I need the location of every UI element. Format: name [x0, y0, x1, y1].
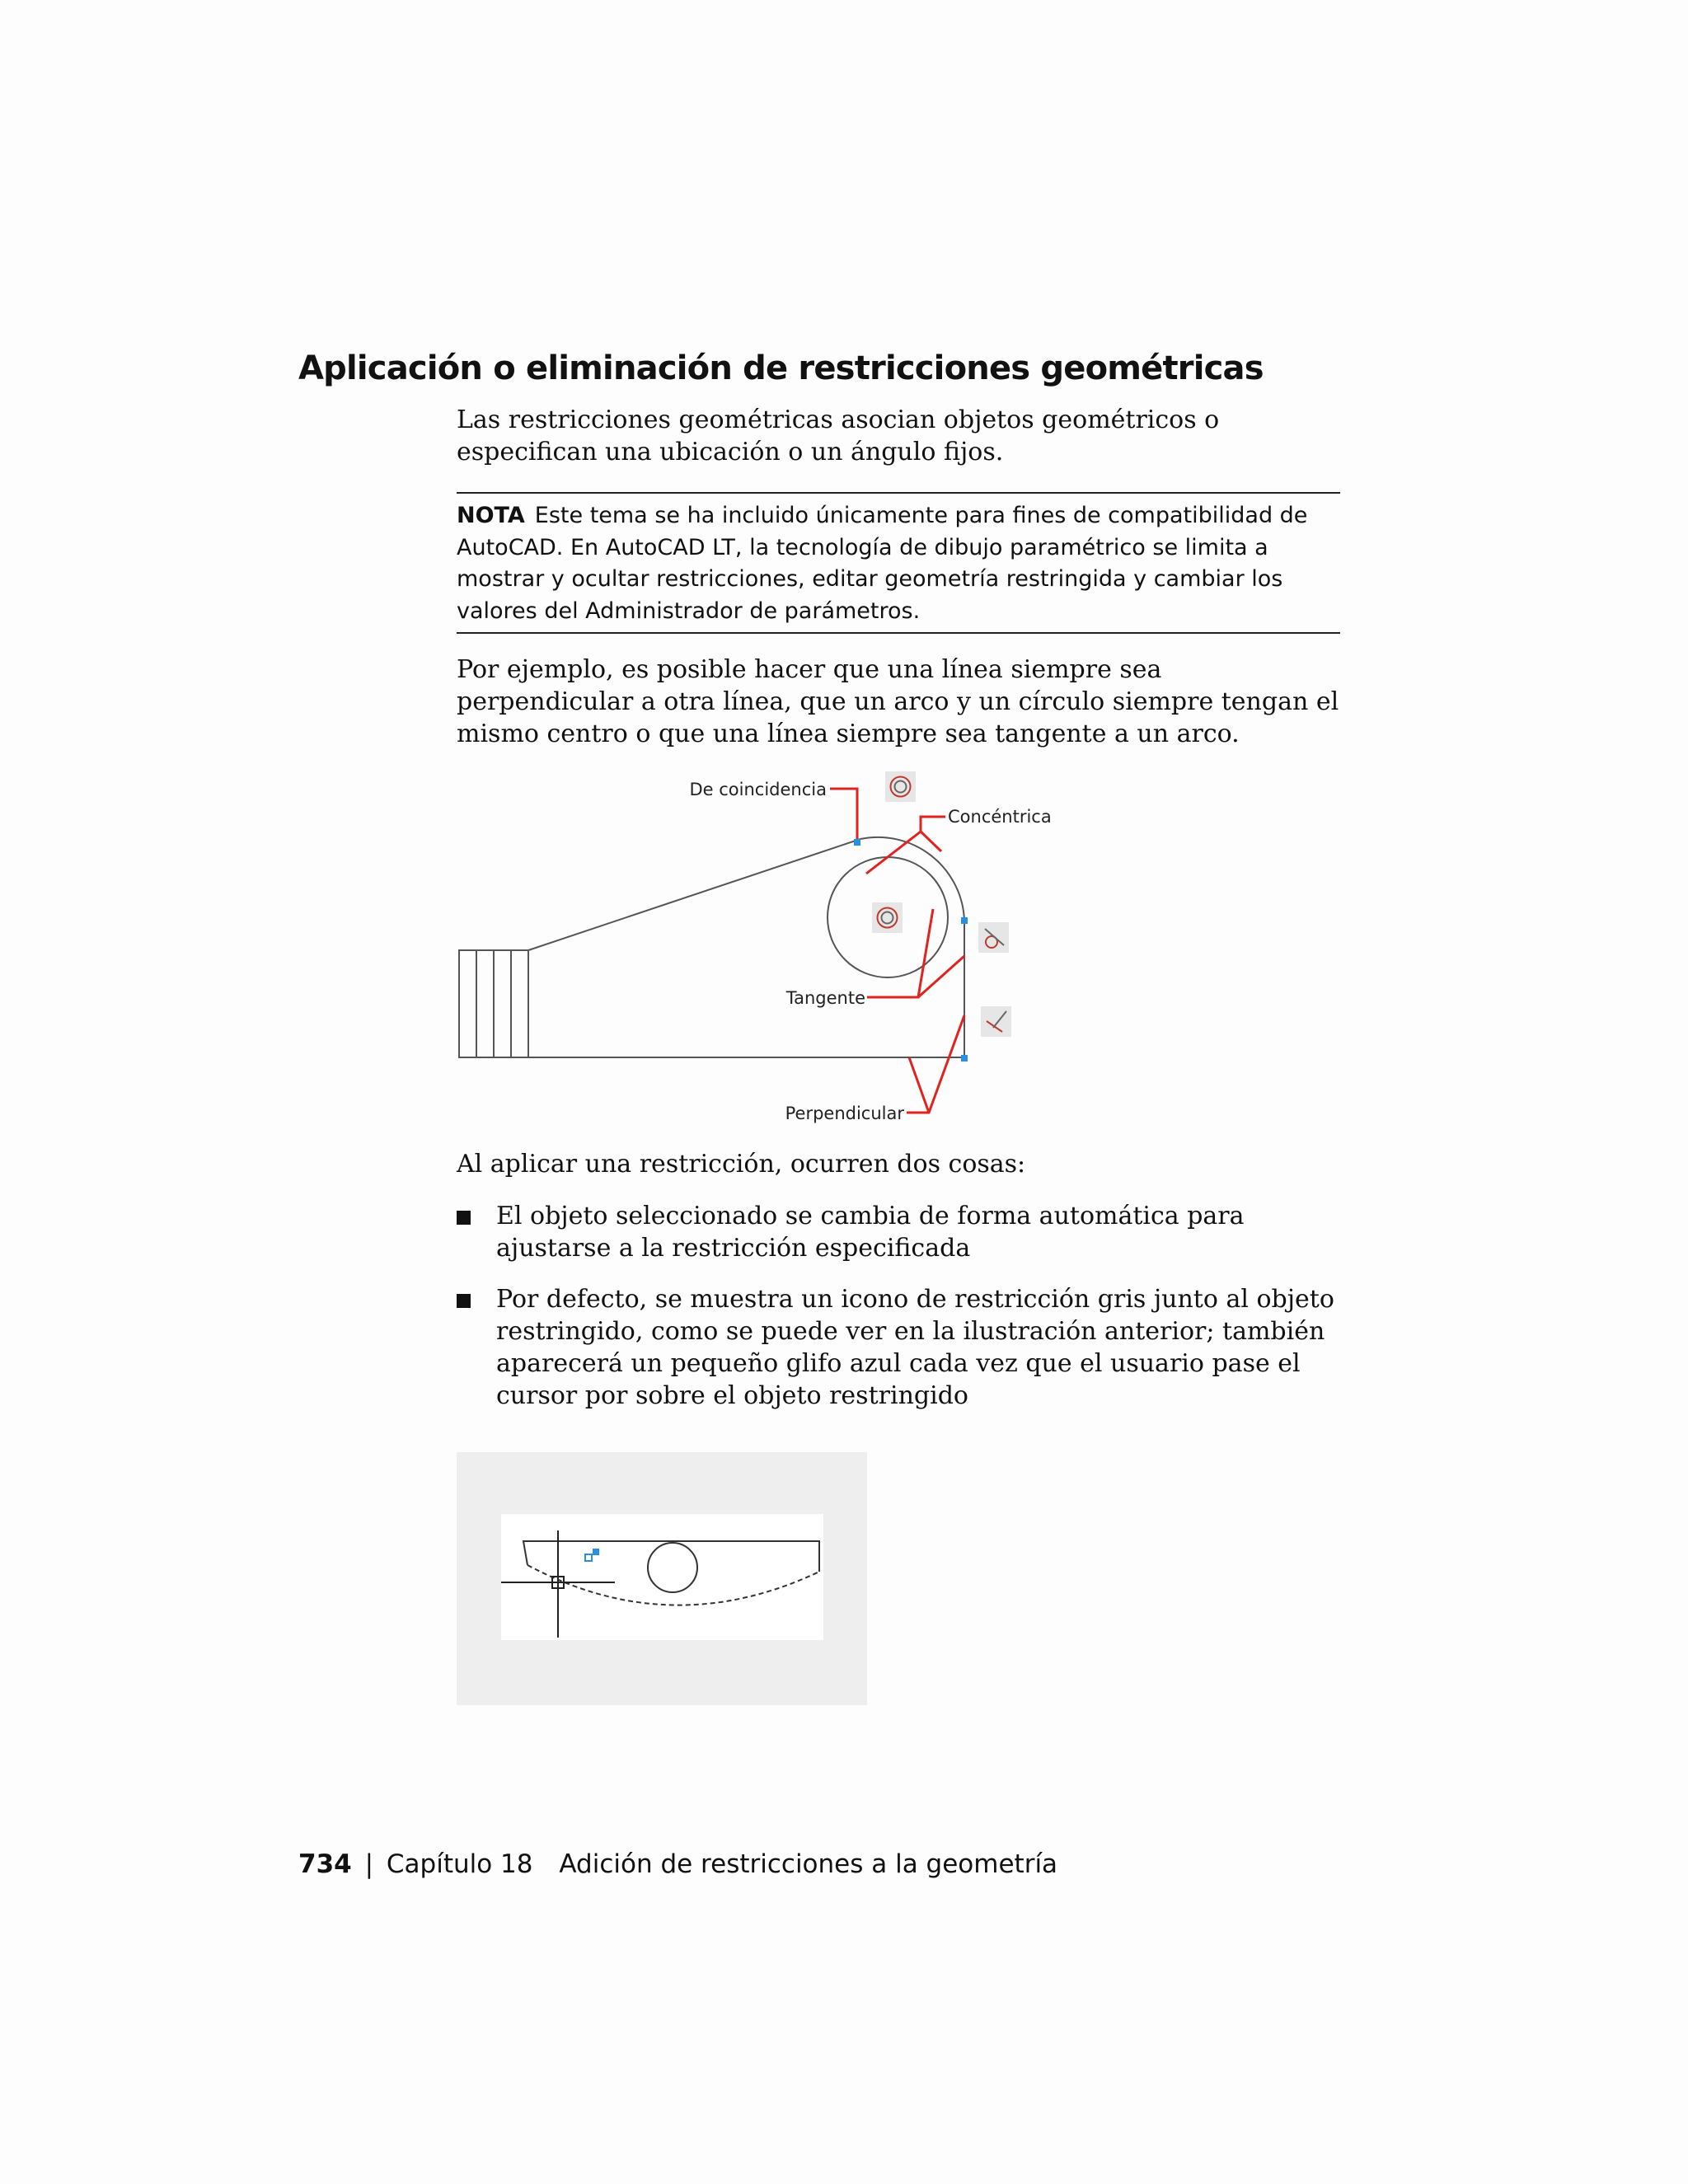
note-label: NOTA [457, 503, 525, 528]
grip [961, 1055, 968, 1062]
chapter-title: Adición de restricciones a la geometría [559, 1849, 1058, 1879]
label-concentric: Concéntrica [948, 807, 1052, 827]
constraints-figure [445, 762, 1071, 1125]
grip [961, 917, 968, 924]
bullet-text: El objeto seleccionado se cambia de forma automática para ajustarse a la restricción especificada [496, 1202, 1245, 1263]
example-paragraph: Por ejemplo, es posible hacer que una línea siempre sea perpendicular a otra línea, que un arco y un círculo siempre tengan el mismo centro o que una línea siempre sea tangente a un arco. [457, 655, 1339, 748]
bullet-marker [457, 1294, 471, 1308]
bullet-marker [457, 1211, 471, 1225]
page-number: 734 [298, 1849, 352, 1879]
list-item [457, 1283, 1347, 1412]
footer-separator: | [364, 1849, 374, 1879]
concentric-icon [872, 902, 903, 933]
page-title: Aplicación o eliminación de restricciones geométricas [298, 349, 1264, 387]
perpendicular-icon [981, 1006, 1011, 1037]
tangent-icon [978, 922, 1009, 953]
cursor-figure [457, 1452, 867, 1705]
list-item [457, 1200, 1347, 1264]
concentric-icon [885, 771, 916, 802]
grip [854, 839, 860, 846]
label-tangent: Tangente [785, 988, 865, 1008]
bullet-list [457, 1200, 1347, 1431]
slanted-edge [528, 839, 860, 950]
apply-paragraph: Al aplicar una restricción, ocurren dos cosas: [457, 1150, 1026, 1179]
leader-concentric [921, 817, 945, 832]
bullet-text: Por defecto, se muestra un icono de restricción gris junto al objeto restringido, como se puede ver en la ilustración anterior; también aparecerá un pequeño glifo azul cada vez que el usuario pase el cursor por sobre el objeto restringido [496, 1285, 1334, 1410]
page-footer [298, 1849, 1057, 1879]
label-coincident: De coincidencia [689, 780, 827, 799]
intro-paragraph: Las restricciones geométricas asocian objetos geométricos o especifican una ubicación o un ángulo fijos. [457, 405, 1220, 466]
note-text: Este tema se ha incluido únicamente para fines de compatibilidad de AutoCAD. En AutoCAD LT, la tecnología de dibujo paramétrico se limita a mostrar y ocultar restricciones, editar geometría restringida y cambiar los valores del Administrador de parámetros. [457, 503, 1308, 624]
leader-perpendicular [907, 1015, 964, 1113]
note-box [457, 492, 1340, 634]
leader-coincident [830, 789, 857, 843]
label-perpendicular: Perpendicular [785, 1104, 904, 1123]
chapter-label: Capítulo 18 [386, 1849, 533, 1879]
